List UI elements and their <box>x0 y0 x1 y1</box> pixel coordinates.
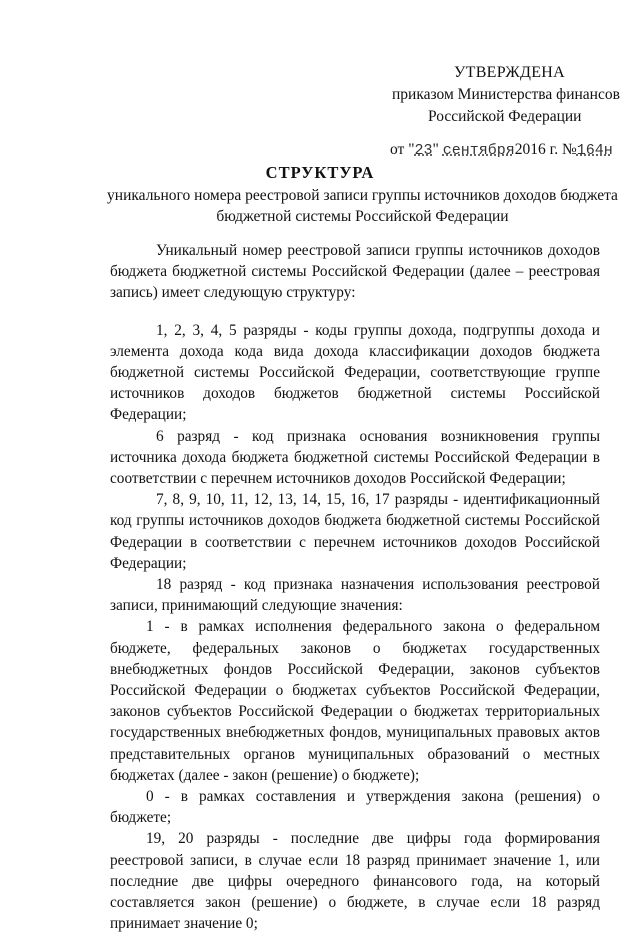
approval-title: УТВЕРЖДЕНА <box>454 64 566 81</box>
approval-country-line: Российской Федерации <box>428 108 582 125</box>
document-title: СТРУКТУРА <box>265 163 375 182</box>
paragraph-digits-1-5: 1, 2, 3, 4, 5 разряды - коды группы дохода, подгруппы дохода и элемента дохода кода вида дохода классификации доходов бюджета бюджетной системы Российской Федерации, соответствующие группе источников доходов бюджетов бюджетной системы Российской Федерации; <box>110 321 600 424</box>
paragraph-digit-18: 18 разряд - код признака назначения использования реестровой записи, принимающий следующие значения: <box>110 576 600 615</box>
approval-date <box>390 139 620 162</box>
date-mid: " <box>432 141 439 158</box>
approval-block <box>390 62 620 162</box>
paragraph-intro: Уникальный номер реестровой записи группы источников доходов бюджета бюджетной системы Российской Федерации (далее – реестровая запись) имеет следующую структуру: <box>110 242 600 302</box>
paragraph-digit-6: 6 разряд - код признака основания возникновения группы источника дохода бюджета бюджетной системы Российской Федерации в соответствии с перечнем источников доходов Российской Федерации; <box>110 427 600 488</box>
date-month: сентября <box>442 142 515 159</box>
paragraph-value-1: 1 - в рамках исполнения федерального закона о федеральном бюджете, федеральных законов о бюджетах государственных внебюджетных фондов Российской Федерации, законов субъектов Российской Федерации о бюджетах субъектов Российской Федерации, законов субъектов Российской Федерации о бюджетах территориальных государственных внебюджетных фондов, муниципальных правовых актов представительных органов муниципальных образований о местных бюджетах (далее - закон (решение) о бюджете); <box>110 618 600 784</box>
paragraph-digits-19-20: 19, 20 разряды - последние две цифры года формирования реестровой записи, в случае если 18 разряд принимает значение 1, или последние две цифры очередного финансового года, на который составляется закон (решение) о бюджете, в случае если 18 разряд принимает значение 0; <box>110 830 600 933</box>
date-year: 2016 г. № <box>514 141 577 158</box>
date-prefix: от " <box>390 141 415 158</box>
approval-order-line: приказом Министерства финансов <box>392 86 620 103</box>
document-body <box>110 240 600 935</box>
date-day: 23 <box>414 142 433 159</box>
paragraph-value-0: 0 - в рамках составления и утверждения закона (решения) о бюджете; <box>110 788 600 827</box>
document-subtitle: уникального номера реестровой записи группы источников доходов бюджета бюджетной системы Российской Федерации <box>107 187 618 225</box>
order-number: 164н <box>576 142 613 159</box>
paragraph-digits-7-17: 7, 8, 9, 10, 11, 12, 13, 14, 15, 16, 17 разряды - идентификационный код группы источников доходов бюджета бюджетной системы Российской Федерации в соответствии с перечнем источников доходов Российской Федерации; <box>110 491 600 572</box>
